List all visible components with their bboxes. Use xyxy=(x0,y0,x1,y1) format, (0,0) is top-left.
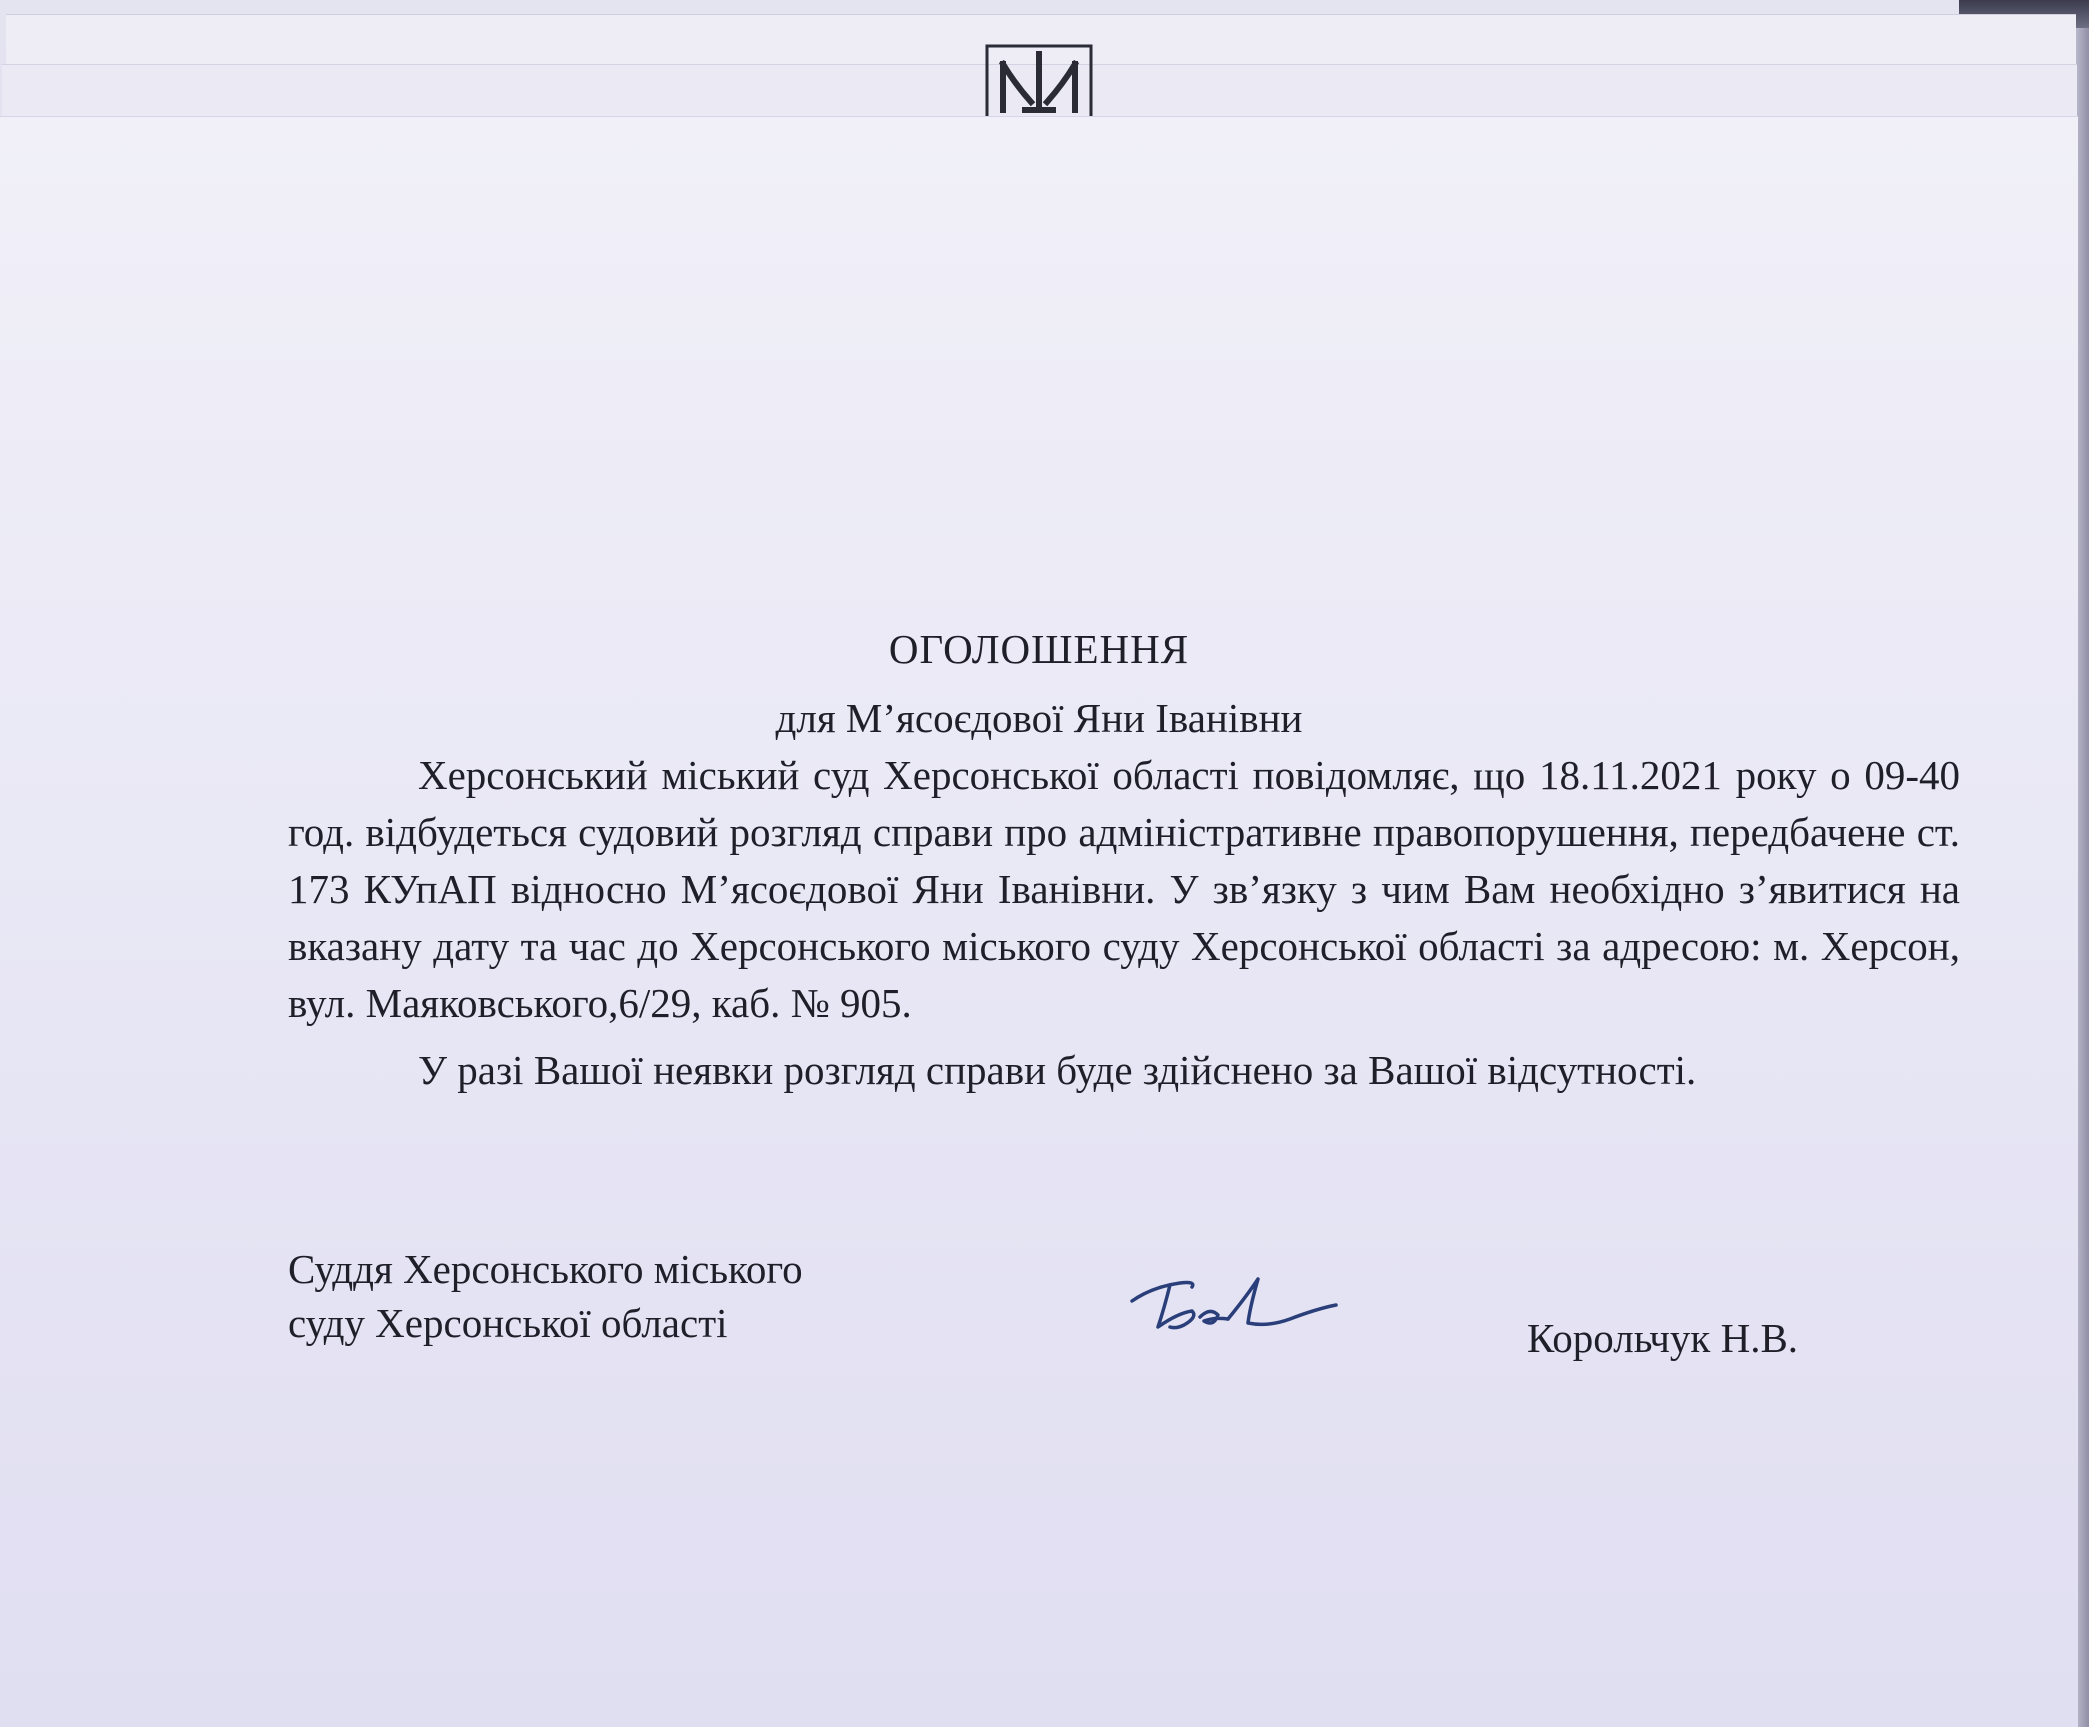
judge-title-line-2: суду Херсонської області xyxy=(288,1300,728,1346)
judge-name: Корольчук Н.В. xyxy=(1527,1315,1799,1361)
recipient-line: для М’ясоєдової Яни Іванівни xyxy=(775,695,1303,741)
document-title: ОГОЛОШЕННЯ xyxy=(888,626,1190,672)
body-paragraph-2: У разі Вашої неявки розгляд справи буде здійснено за Вашої відсутності. xyxy=(418,1047,1697,1093)
trident-emblem-icon xyxy=(985,44,1093,122)
notice-body xyxy=(288,747,1960,1099)
body-paragraph-1: Херсонський міський суд Херсонської області повідомляє, що 18.11.2021 року о 09-40 год. відбудеться судовий розгляд справи про адміністративне правопорушення, передбачене ст. 173 КУпАП відносно М’ясоєдової Яни Іванівни. У зв’язку з чим Вам необхідно з’явитися на вказану дату та час до Херсонського міського суду Херсонської області за адресою: м. Херсон, вул. Маяковського,6/29, каб. № 905. xyxy=(288,752,1960,1026)
judge-title-line-1: Суддя Херсонського міського xyxy=(288,1246,803,1292)
notice-sheet xyxy=(0,116,2078,1727)
handwritten-signature-icon xyxy=(1118,1257,1343,1352)
judge-title xyxy=(288,1242,988,1350)
